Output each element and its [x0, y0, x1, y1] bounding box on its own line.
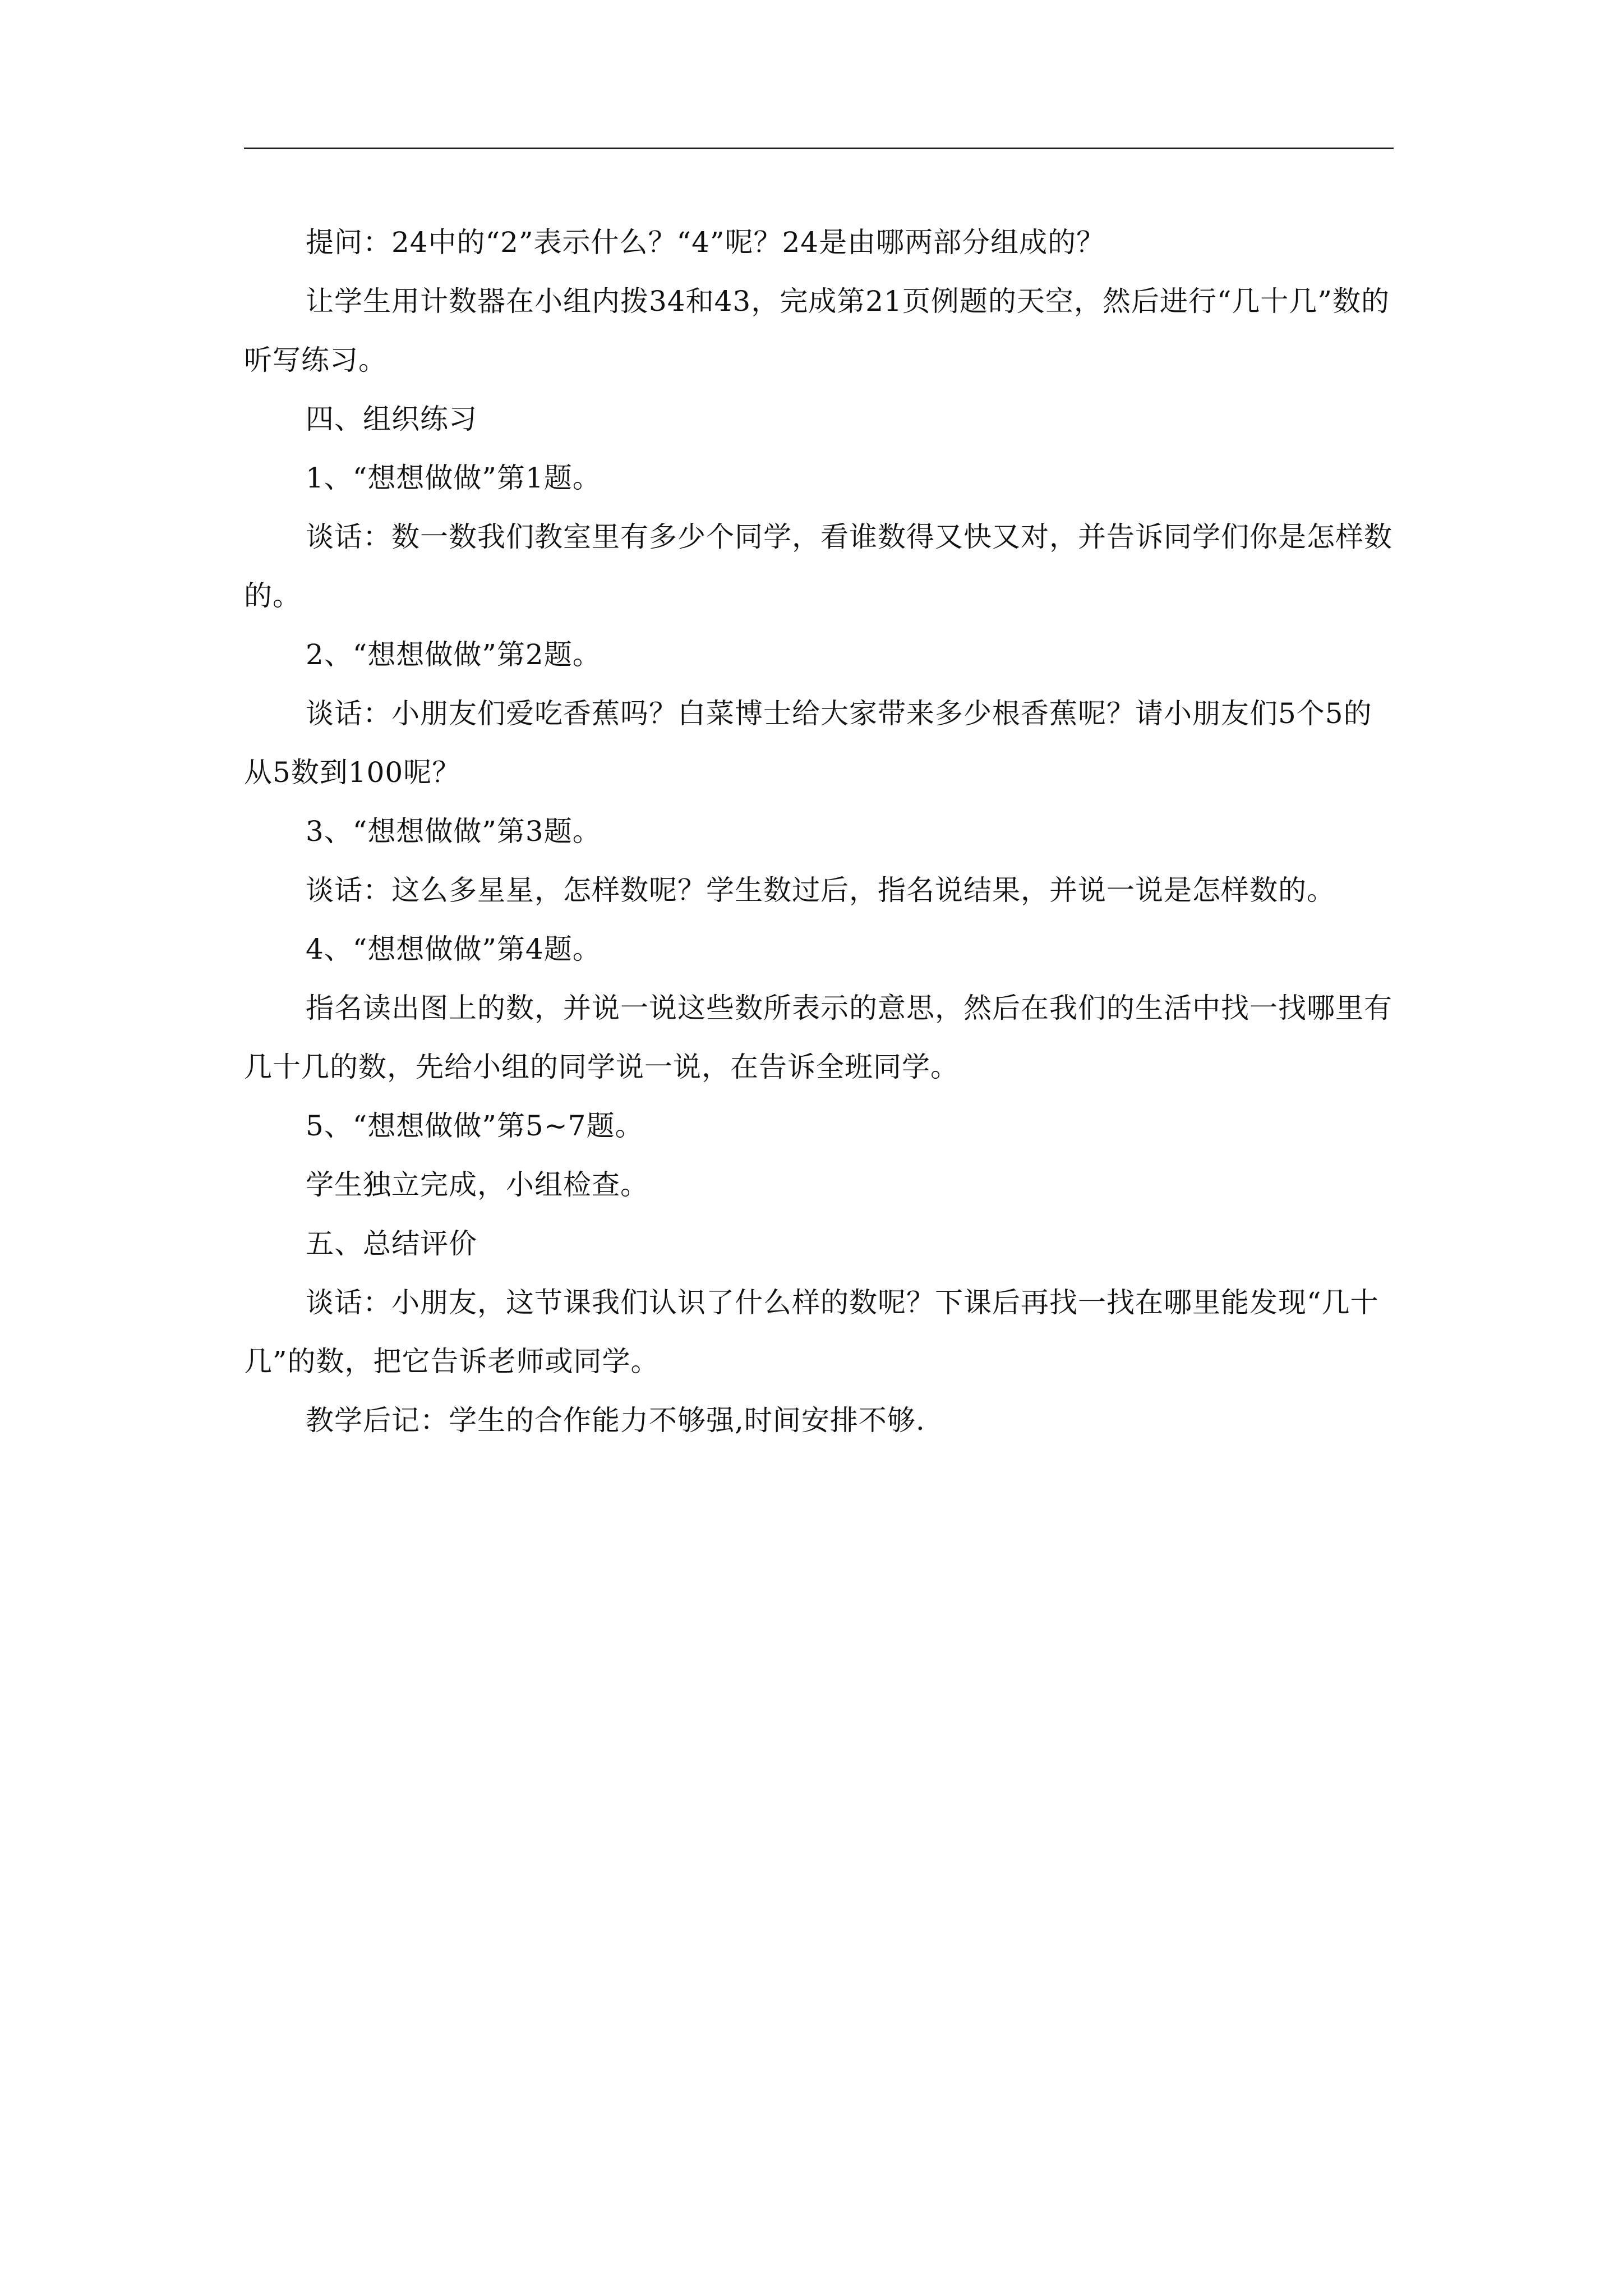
section-heading-practice: 四、组织练习 [306, 403, 477, 435]
exercise-item-5: 5、“想想做做”第5~7题。 [306, 1110, 644, 1142]
paragraph-read-numbers: 指名读出图上的数，并说一说这些数所表示的意思，然后在我们的生活中找一找哪里有几十几的数，先给小组的同学说一说，在告诉全班同学。 [244, 992, 1393, 1083]
paragraph-counter-activity: 让学生用计数器在小组内拨34和43，完成第21页例题的天空，然后进行“几十几”数的听写练习。 [244, 285, 1390, 376]
paragraph-independent-work: 学生独立完成，小组检查。 [306, 1168, 649, 1201]
paragraph-talk-2: 谈话：小朋友们爱吃香蕉吗？白菜博士给大家带来多少根香蕉呢？请小朋友们5个5的从5数到100呢？ [244, 697, 1372, 789]
paragraph-teaching-notes: 教学后记：学生的合作能力不够强,时间安排不够. [306, 1404, 925, 1437]
exercise-item-1: 1、“想想做做”第1题。 [306, 462, 601, 494]
section-heading-summary: 五、总结评价 [306, 1227, 477, 1260]
exercise-item-4: 4、“想想做做”第4题。 [306, 933, 601, 965]
paragraph-talk-3: 谈话：这么多星星，怎样数呢？学生数过后，指名说结果，并说一说是怎样数的。 [306, 874, 1335, 907]
exercise-item-2: 2、“想想做做”第2题。 [306, 638, 601, 671]
paragraph-talk-1: 谈话：数一数我们教室里有多少个同学，看谁数得又快又对，并告诉同学们你是怎样数的。 [244, 521, 1393, 612]
exercise-item-3: 3、“想想做做”第3题。 [306, 815, 601, 848]
paragraph-summary-talk: 谈话：小朋友，这节课我们认识了什么样的数呢？下课后再找一找在哪里能发现“几十几”的数，把它告诉老师或同学。 [244, 1286, 1379, 1378]
paragraph-question: 提问：24中的“2”表示什么？“4”呢？24是由哪两部分组成的？ [306, 226, 1105, 259]
header-rule [244, 148, 1394, 149]
document-body [244, 213, 1394, 1450]
